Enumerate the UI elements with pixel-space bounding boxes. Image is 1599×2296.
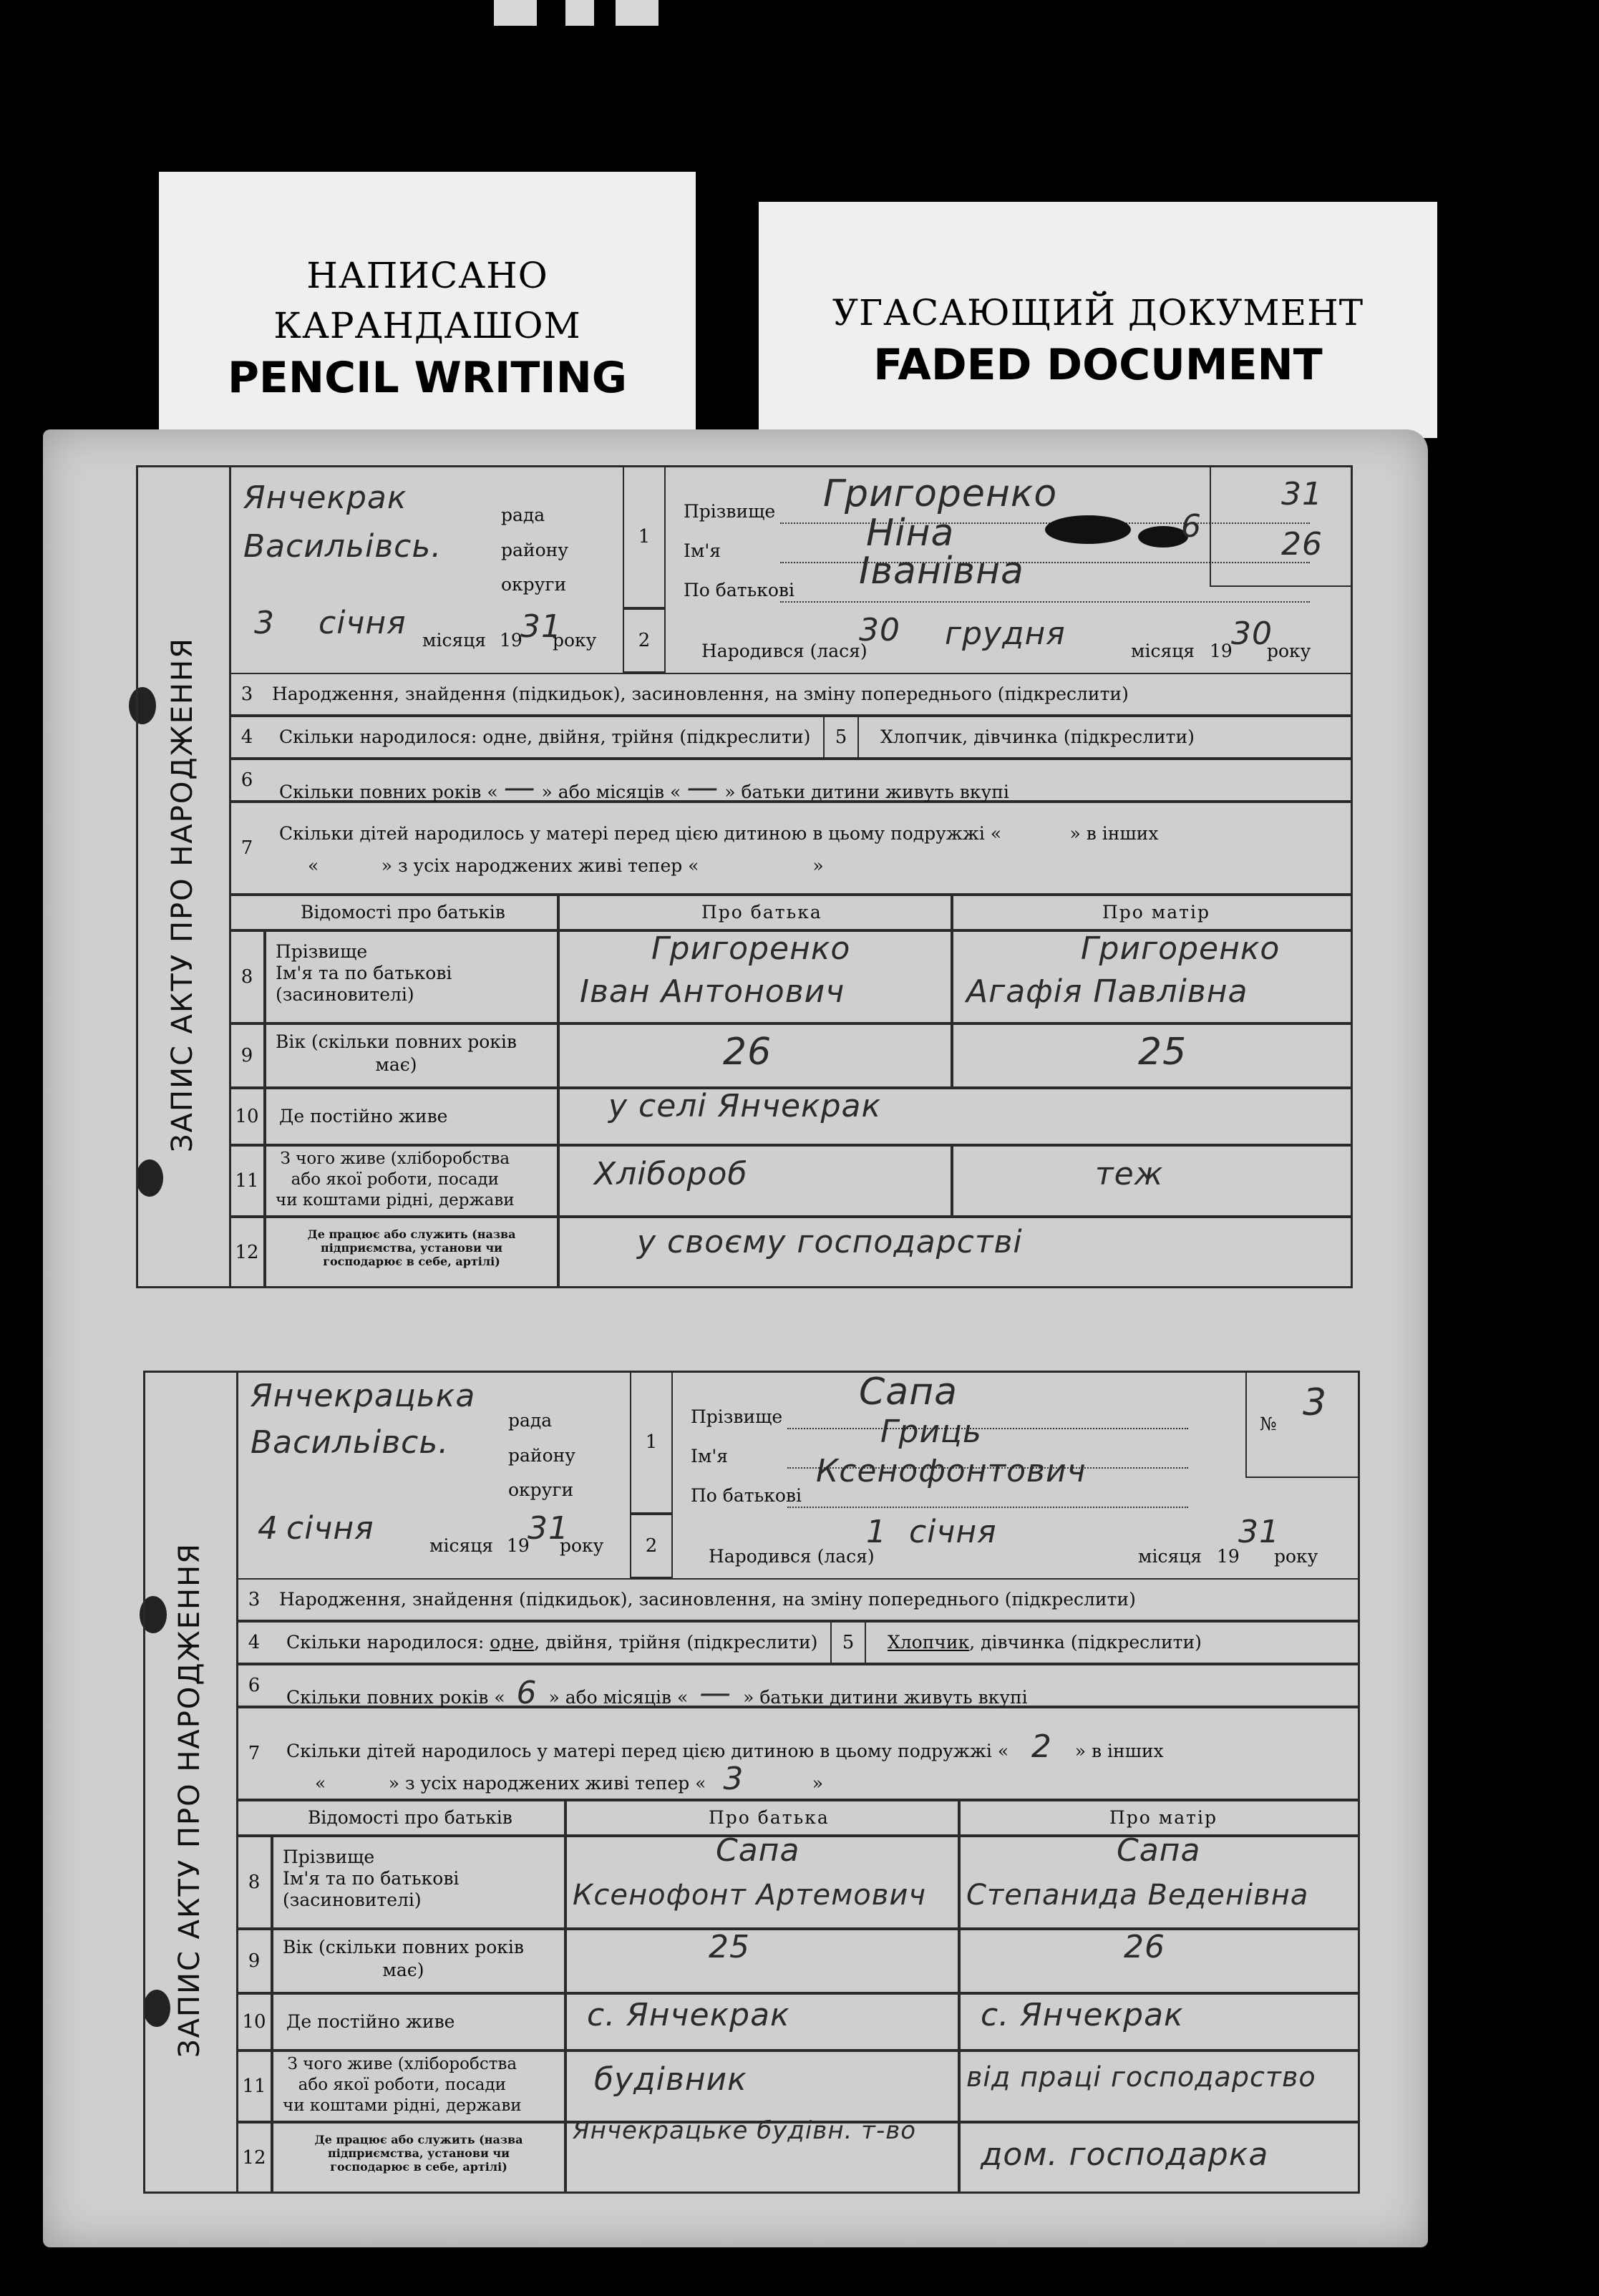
father-residence: с. Янчекрак bbox=[587, 1997, 790, 2033]
row-3-text: Народження, знайдення (підкидьок), засиновлення, на зміну попереднього (підкреслити) bbox=[272, 684, 1129, 704]
row-5-text: Хлопчик, дівчинка (підкреслити) bbox=[880, 726, 1195, 747]
reg-month: січня bbox=[286, 1510, 374, 1547]
rada-value: Янчекрак bbox=[243, 480, 407, 516]
pencil-label-ru-1: НАПИСАНО bbox=[306, 255, 548, 296]
father-occupation: будівник bbox=[594, 2061, 747, 2098]
born-label: Народився (лася) bbox=[709, 1546, 875, 1567]
side-title: ЗАПИС АКТУ ПРО НАРОДЖЕННЯ bbox=[166, 637, 199, 1152]
mother-surname: Григоренко bbox=[1081, 930, 1280, 967]
r8-label: Прізвище Ім'я та по батькові (засиновителі) bbox=[276, 941, 452, 1005]
father-age: 26 bbox=[723, 1031, 772, 1074]
rada-value: Янчекрацька bbox=[251, 1378, 476, 1414]
row-7-text-a: Скільки дітей народилось у матері перед цією дитиною в цьому подружжі « 2 » в інших bbox=[286, 1728, 1164, 1765]
row-7-text-a: Скільки дітей народилось у матері перед цією дитиною в цьому подружжі « » в інших bbox=[279, 823, 1159, 844]
born-day: 30 bbox=[859, 612, 900, 648]
rayon-value: Васильівсь. bbox=[243, 528, 442, 565]
reg-year: 31 bbox=[528, 1510, 569, 1547]
row-num-6: 6 bbox=[240, 769, 253, 791]
hdr-info: Відомості про батьків bbox=[301, 902, 505, 923]
residence: у селі Янчекрак bbox=[608, 1088, 882, 1124]
misyatsia-label: місяця bbox=[422, 630, 487, 651]
r11-label: З чого живе (хліборобства або якої роботи, посади чи коштами рідні, держави bbox=[276, 1149, 515, 1210]
child-surname: Сапа bbox=[859, 1371, 958, 1414]
rayon-label: району bbox=[508, 1445, 575, 1466]
row-num-9: 9 bbox=[240, 1045, 253, 1066]
hdr-father: Про батька bbox=[709, 1807, 830, 1828]
mother-surname: Сапа bbox=[1117, 1832, 1201, 1869]
name-label: Ім'я bbox=[684, 540, 721, 561]
r12-label: Де працює або служить (назва підприємства, установи чи господарює в себе, артілі) bbox=[307, 1227, 516, 1268]
child-patronymic: Іванівна bbox=[859, 550, 1024, 593]
child-name: Ніна bbox=[866, 512, 955, 555]
mother-age: 26 bbox=[1124, 1929, 1165, 1965]
hdr-mother: Про матір bbox=[1102, 902, 1210, 923]
pencil-label-ru-2: КАРАНДАШОМ bbox=[273, 305, 581, 346]
row-num-1: 1 bbox=[645, 1431, 658, 1453]
row-num-2: 2 bbox=[645, 1535, 658, 1557]
row-num-5: 5 bbox=[835, 726, 847, 748]
row-num-1: 1 bbox=[638, 526, 651, 548]
record-number-corrected: 31 bbox=[1281, 476, 1323, 512]
father-surname: Сапа bbox=[716, 1832, 800, 1869]
row-num-11: 11 bbox=[235, 1170, 259, 1192]
r12-label: Де працює або служить (назва підприємства, установи чи господарює в себе, артілі) bbox=[314, 2133, 523, 2174]
name-label: Ім'я bbox=[691, 1446, 728, 1466]
row-6-text: Скільки повних років « — » або місяців « — » батьки дитини живуть вкупі bbox=[279, 769, 1009, 806]
row-num-3: 3 bbox=[248, 1589, 261, 1610]
faded-document-label bbox=[759, 202, 1437, 438]
no-label: № bbox=[1260, 1414, 1277, 1434]
born-year-prefix: 19 bbox=[1217, 1546, 1240, 1567]
rayon-label: району bbox=[501, 540, 568, 560]
rayon-value: Васильівсь. bbox=[251, 1424, 449, 1461]
row-num-4: 4 bbox=[240, 726, 253, 748]
ink-blot bbox=[1045, 515, 1131, 544]
row-6-text: Скільки повних років « 6 » або місяців « — » батьки дитини живуть вкупі bbox=[286, 1675, 1028, 1711]
reg-month: січня bbox=[319, 605, 407, 641]
mother-occupation: теж bbox=[1095, 1156, 1164, 1192]
born-month: грудня bbox=[945, 616, 1066, 652]
born-roku: року bbox=[1267, 641, 1311, 661]
born-label: Народився (лася) bbox=[701, 641, 867, 661]
father-surname: Григоренко bbox=[651, 930, 851, 967]
document-sheet bbox=[43, 429, 1428, 2247]
father-name: Іван Антонович bbox=[580, 973, 845, 1010]
born-roku: року bbox=[1274, 1546, 1318, 1567]
father-workplace: Янчекрацьке будівн. т-во bbox=[573, 2116, 917, 2145]
side-title: ЗАПИС АКТУ ПРО НАРОДЖЕННЯ bbox=[173, 1542, 206, 2058]
surname-label: Прізвище bbox=[684, 501, 776, 522]
row-7-text-b: « » з усіх народжених живі тепер « 3 » bbox=[315, 1761, 823, 1797]
row-7-text-b: « » з усіх народжених живі тепер « » bbox=[308, 855, 824, 876]
top-edge-mark bbox=[494, 0, 687, 27]
father-occupation: Хлібороб bbox=[594, 1156, 748, 1192]
roku-label: року bbox=[560, 1535, 604, 1556]
rada-label: рада bbox=[508, 1410, 553, 1431]
record-number-2: 26 bbox=[1281, 526, 1323, 563]
row-num-7: 7 bbox=[248, 1743, 261, 1764]
born-year: 31 bbox=[1238, 1514, 1280, 1550]
record-number: 3 bbox=[1303, 1381, 1328, 1424]
birth-record-1 bbox=[136, 465, 1353, 1288]
row-4-text: Скільки народилося: одне, двійня, трійня (підкреслити) bbox=[286, 1632, 818, 1653]
r9-label: Вік (скільки повних років має) bbox=[283, 1937, 524, 1980]
okrugy-label: округи bbox=[508, 1479, 574, 1500]
r8-label: Прізвище Ім'я та по батькові (засиновителі) bbox=[283, 1847, 460, 1910]
patronymic-label: По батькові bbox=[691, 1485, 802, 1506]
child-surname: Григоренко bbox=[823, 472, 1058, 515]
r11-label: З чого живе (хліборобства або якої роботи, посади чи коштами рідні, держави bbox=[283, 2055, 522, 2115]
row-num-4: 4 bbox=[248, 1632, 261, 1653]
row-4-text: Скільки народилося: одне, двійня, трійня (підкреслити) bbox=[279, 726, 811, 747]
row-num-6: 6 bbox=[248, 1675, 261, 1696]
patronymic-label: По батькові bbox=[684, 580, 794, 600]
reg-day: 4 bbox=[258, 1510, 278, 1547]
rada-label: рада bbox=[501, 505, 545, 525]
row-num-9: 9 bbox=[248, 1950, 261, 1972]
row-num-12: 12 bbox=[235, 1242, 259, 1263]
reg-year: 31 bbox=[520, 608, 562, 645]
surname-label: Прізвище bbox=[691, 1406, 783, 1427]
hdr-mother: Про матір bbox=[1109, 1807, 1218, 1828]
father-name: Ксенофонт Артемович bbox=[573, 1879, 926, 1912]
row-num-8: 8 bbox=[240, 966, 253, 988]
row-num-11: 11 bbox=[242, 2076, 266, 2097]
birth-record-2 bbox=[143, 1371, 1360, 2194]
mother-residence: с. Янчекрак bbox=[981, 1997, 1184, 2033]
row-num-2: 2 bbox=[638, 630, 651, 651]
workplace: у своєму господарстві bbox=[637, 1224, 1023, 1260]
year-prefix: 19 bbox=[507, 1535, 530, 1556]
mother-workplace: дом. господарка bbox=[981, 2136, 1269, 2173]
reg-day: 3 bbox=[254, 605, 275, 641]
row-num-5: 5 bbox=[842, 1632, 855, 1653]
row-5-text: Хлопчик, дівчинка (підкреслити) bbox=[888, 1632, 1202, 1653]
r9-label: Вік (скільки повних років має) bbox=[276, 1031, 517, 1075]
born-day: 1 bbox=[866, 1514, 887, 1550]
row-3-text: Народження, знайдення (підкидьок), засиновлення, на зміну попереднього (підкреслити) bbox=[279, 1589, 1136, 1610]
row-num-8: 8 bbox=[248, 1872, 261, 1893]
record-number: 6 bbox=[1181, 508, 1202, 545]
mother-name: Агафія Павлівна bbox=[966, 973, 1248, 1010]
hdr-info: Відомості про батьків bbox=[308, 1807, 512, 1828]
father-age: 25 bbox=[709, 1929, 750, 1965]
year-prefix: 19 bbox=[500, 630, 523, 651]
born-year-prefix: 19 bbox=[1210, 641, 1233, 661]
misyatsia-label: місяця bbox=[429, 1535, 494, 1556]
pencil-writing-label bbox=[159, 172, 696, 437]
child-patronymic: Ксенофонтович bbox=[816, 1453, 1087, 1489]
r10-label: Де постійно живе bbox=[279, 1106, 448, 1127]
faded-label-en: FADED DOCUMENT bbox=[873, 340, 1323, 390]
mother-occupation: від праці господарство bbox=[966, 2061, 1316, 2093]
born-misyatsia: місяця bbox=[1131, 641, 1195, 661]
row-num-10: 10 bbox=[242, 2011, 266, 2033]
row-num-7: 7 bbox=[240, 837, 253, 859]
okrugy-label: округи bbox=[501, 574, 567, 595]
roku-label: року bbox=[553, 630, 597, 651]
mother-age: 25 bbox=[1138, 1031, 1187, 1074]
faded-label-ru: УГАСАЮЩИЙ ДОКУМЕНТ bbox=[832, 292, 1364, 334]
child-name: Гриць bbox=[880, 1414, 982, 1450]
row-num-10: 10 bbox=[235, 1106, 259, 1127]
mother-name: Степанида Веденівна bbox=[966, 1879, 1309, 1912]
born-misyatsia: місяця bbox=[1138, 1546, 1202, 1567]
born-year: 30 bbox=[1231, 616, 1273, 652]
hdr-father: Про батька bbox=[701, 902, 822, 923]
row-num-3: 3 bbox=[240, 684, 253, 705]
pencil-label-en: PENCIL WRITING bbox=[227, 353, 628, 403]
r10-label: Де постійно живе bbox=[286, 2011, 455, 2032]
born-month: січня bbox=[909, 1514, 997, 1550]
row-num-12: 12 bbox=[242, 2147, 266, 2169]
